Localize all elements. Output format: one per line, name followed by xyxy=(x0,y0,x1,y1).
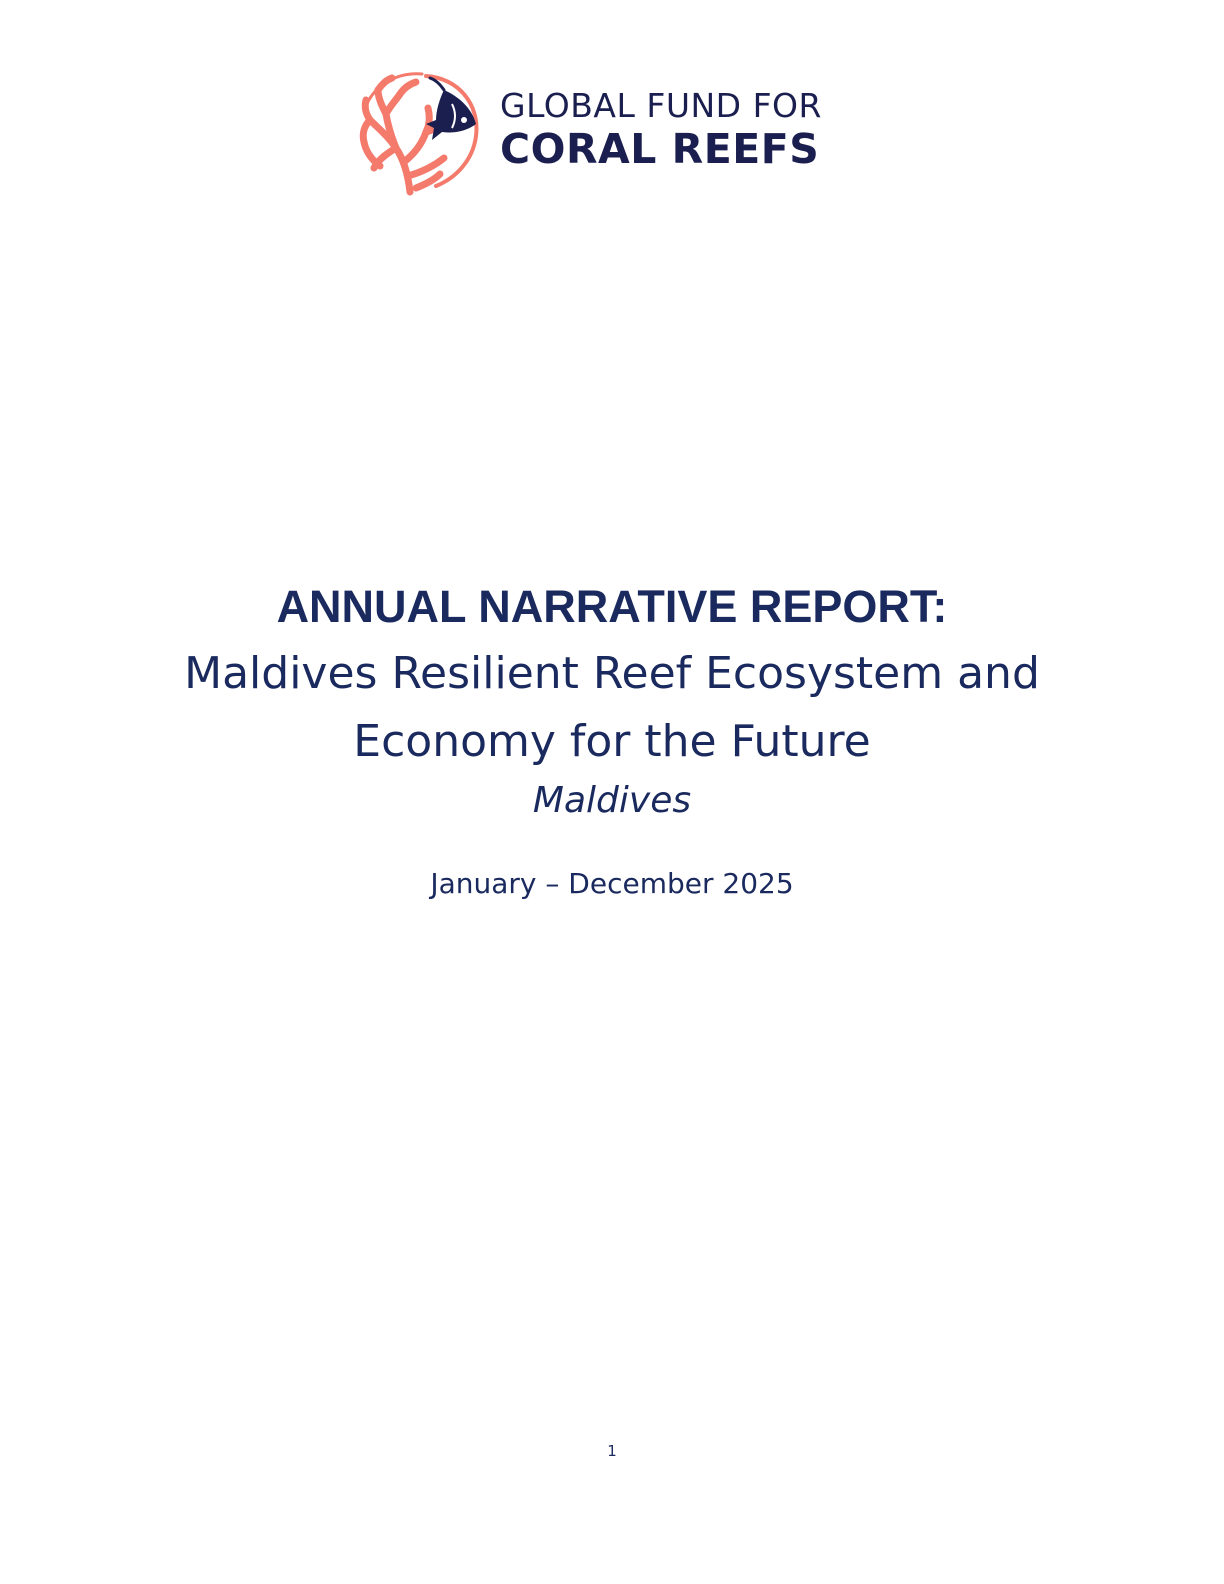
logo-wordmark xyxy=(500,86,822,172)
project-title-line-1: Maldives Resilient Reef Ecosystem and xyxy=(184,648,1040,699)
project-title xyxy=(0,640,1224,776)
logo-line-2: CORAL REEFS xyxy=(500,125,820,173)
title-block xyxy=(0,578,1224,904)
country-name: Maldives xyxy=(532,780,692,821)
page-number: 1 xyxy=(607,1442,617,1460)
report-heading: ANNUAL NARRATIVE REPORT: xyxy=(276,581,948,632)
project-title-line-2: Economy for the Future xyxy=(353,716,871,767)
reporting-period: January – December 2025 xyxy=(430,867,794,900)
logo-line-1: GLOBAL FUND FOR xyxy=(500,86,822,125)
coral-fish-logo-icon xyxy=(356,70,484,196)
logo xyxy=(356,70,856,196)
